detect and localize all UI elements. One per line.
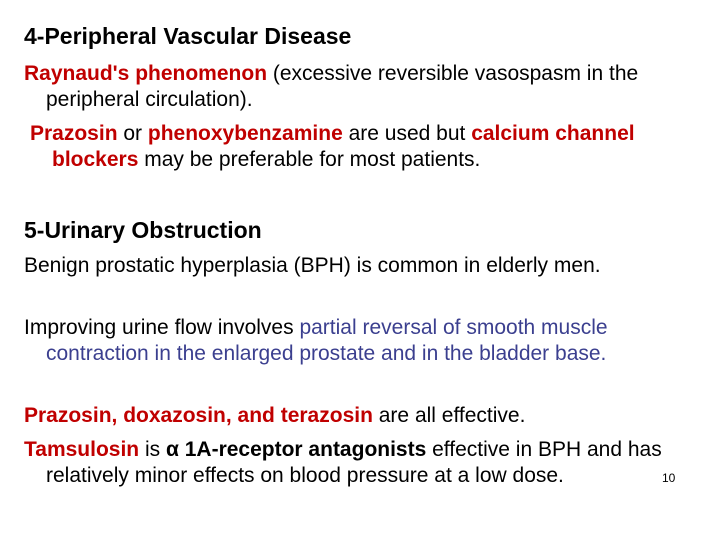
section-5-heading: 5-Urinary Obstruction xyxy=(24,217,262,243)
tamsulosin-paragraph xyxy=(24,437,714,489)
connector-used-but: are used but xyxy=(342,122,472,145)
urine-flow-lead: Improving urine flow involves xyxy=(24,316,300,339)
raynaud-paragraph xyxy=(24,61,714,113)
drug-phenoxybenzamine: phenoxybenzamine xyxy=(147,122,343,145)
prazosin-ending: may be preferable for most patients. xyxy=(138,148,481,171)
bph-paragraph: Benign prostatic hyperplasia (BPH) is common in elderly men. xyxy=(24,254,601,277)
drug-prazosin: Prazosin xyxy=(30,122,118,145)
effective-drugs: Prazosin, doxazosin, and terazosin xyxy=(24,404,373,427)
tamsulosin-description: effective in BPH and has relatively minor effects on blood pressure at a low dose. xyxy=(46,438,662,487)
tamsulosin-is: is xyxy=(139,438,166,461)
effective-text: are all effective. xyxy=(372,404,526,427)
page-number: 10 xyxy=(662,471,676,485)
raynaud-description: (excessive reversible vasospasm in the peripheral circulation). xyxy=(46,62,639,111)
prazosin-paragraph xyxy=(30,121,720,173)
urine-flow-highlight: partial reversal of smooth muscle contraction in the enlarged prostate and in the bladder base. xyxy=(46,316,608,365)
effective-drugs-paragraph xyxy=(24,403,714,429)
connector-or: or xyxy=(117,122,148,145)
urine-flow-paragraph xyxy=(24,315,714,367)
section-4-heading: 4-Peripheral Vascular Disease xyxy=(24,23,352,49)
drug-calcium-channel-blockers: calcium channel blockers xyxy=(52,122,635,171)
alpha-receptor-term: α 1A-receptor antagonists xyxy=(165,438,427,461)
raynaud-term: Raynaud's phenomenon xyxy=(24,62,268,85)
drug-tamsulosin: Tamsulosin xyxy=(24,438,140,461)
